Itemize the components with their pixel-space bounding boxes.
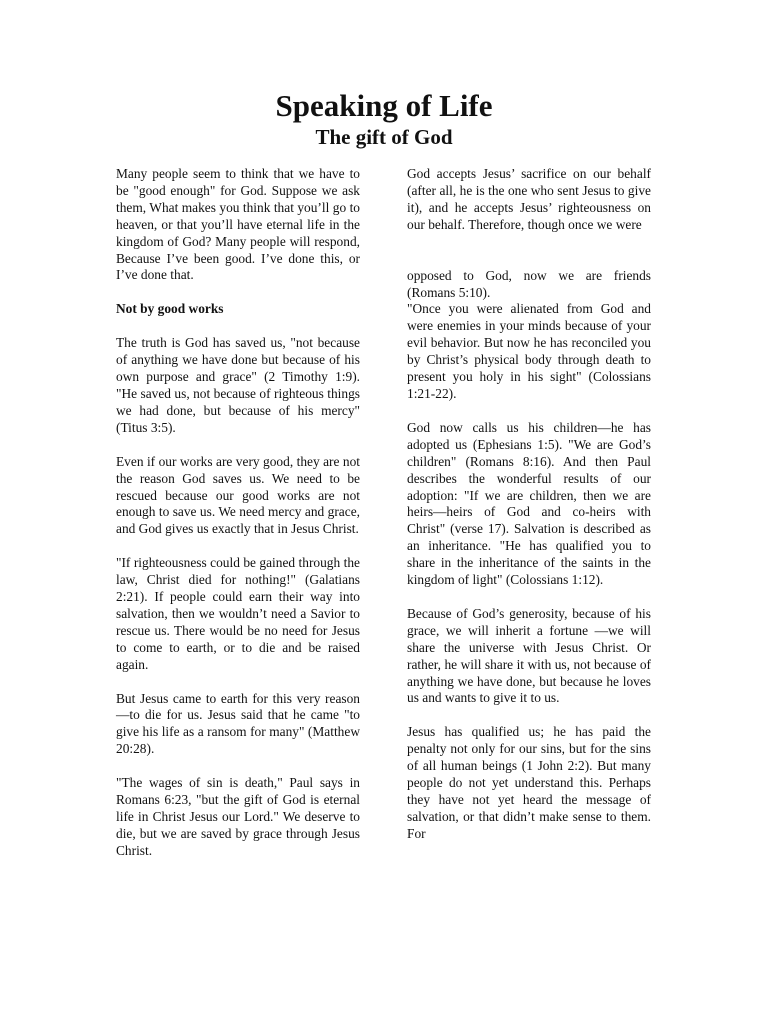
left-column <box>116 166 360 877</box>
column-gap <box>407 234 651 268</box>
paragraph: Because of God’s generosity, because of his grace, we will inherit a fortune —we will share the universe with Jesus Christ. Or rather, he will share it with us, not because of anything we have done, but because he loves us and wants to give it to us. <box>407 605 651 706</box>
paragraph: "The wages of sin is death," Paul says in Romans 6:23, "but the gift of God is eternal life in Christ Jesus our Lord." We deserve to die, but we are saved by grace through Jesus Christ. <box>116 775 360 858</box>
right-column <box>407 166 651 860</box>
paragraph: Even if our works are very good, they are not the reason God saves us. We need to be rescued because our good works are not enough to save us. We need mercy and grace, and God gives us exactly that in Jesus Christ. <box>116 453 360 537</box>
paragraph: God accepts Jesus’ sacrifice on our behalf (after all, he is the one who sent Jesus to give it), and he accepts Jesus’ righteousness on our behalf. Therefore, though once we were <box>407 166 651 232</box>
paragraph: The truth is God has saved us, "not because of anything we have done but because of his own purpose and grace" (2 Timothy 1:9). "He saved us, not because of righteous things we had done, but because of his mercy" (Titus 3:5). <box>116 335 360 435</box>
section-heading: Not by good works <box>116 301 224 317</box>
paragraph: But Jesus came to earth for this very reason—to die for us. Jesus said that he came "to give his life as a ransom for many" (Matthew 20:28). <box>116 690 360 757</box>
page-title: Speaking of Life <box>275 88 493 123</box>
paragraph: opposed to God, now we are friends (Romans 5:10). <box>407 267 651 300</box>
page-subtitle: The gift of God <box>315 125 453 149</box>
paragraph: Jesus has qualified us; he has paid the penalty not only for our sins, but for the sins of all human beings (1 John 2:2). But many people do not yet understand this. Perhaps they have not yet heard the message of salvation, or that didn’t make sense to them. For <box>407 724 651 841</box>
paragraph: "If righteousness could be gained through the law, Christ died for nothing!" (Galatians 2:21). If people could earn their way into salvation, then we wouldn’t need a Savior to rescue us. There would be no need for Jesus to come to earth, or to die and be raised again. <box>116 555 360 672</box>
paragraph: Many people seem to think that we have to be "good enough" for God. Suppose we ask them, What makes you think that you’ll go to heaven, or that you’ll have eternal life in the kingdom of God? Many people will respond, Because I’ve been good. I’ve done this, or I’ve done that. <box>116 166 360 283</box>
paragraph: "Once you were alienated from God and were enemies in your minds because of your evil behavior. But now he has reconciled you by Christ’s physical body through death to present you holy in his sight" (Colossians 1:21-22). <box>407 301 651 401</box>
paragraph: God now calls us his children—he has adopted us (Ephesians 1:5). "We are God’s children" (Romans 8:16). And then Paul describes the wonderful results of our adoption: "If we are children, then we are heirs—heirs of God and co-heirs with Christ" (verse 17). Salvation is described as an inheritance. "He has qualified you to share in the inheritance of the saints in the kingdom of light" (Colossians 1:12). <box>407 419 651 588</box>
